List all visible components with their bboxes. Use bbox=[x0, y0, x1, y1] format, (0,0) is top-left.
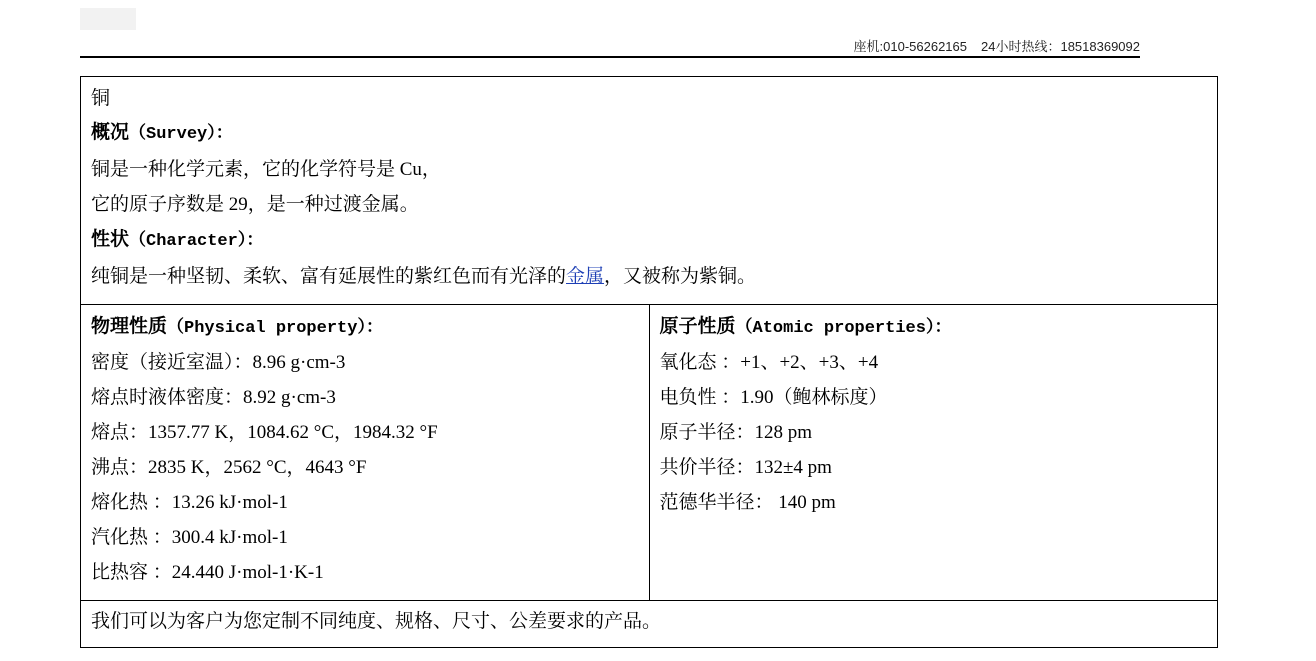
atomic-row: 电负性 ：1.90（鲍林标度） bbox=[659, 387, 888, 408]
contact-info bbox=[854, 36, 1140, 55]
table-row-overview bbox=[81, 77, 1218, 305]
custom-order-cell bbox=[81, 601, 1218, 648]
survey-heading bbox=[91, 115, 1207, 152]
metal-link[interactable]: 金属 bbox=[566, 266, 605, 287]
atomic-heading-en: （Atomic properties）： bbox=[735, 319, 952, 338]
atomic-row: 共价半径：132±4 pm bbox=[659, 457, 832, 478]
survey-line: 它的原子序数是 29，是一种过渡金属。 bbox=[91, 194, 419, 215]
physical-heading-en: （Physical property）： bbox=[167, 319, 383, 338]
header-divider bbox=[80, 56, 1140, 58]
overview-cell bbox=[81, 77, 1218, 305]
character-heading bbox=[91, 222, 1207, 259]
custom-order-note: 我们可以为客户为您定制不同纯度、规格、尺寸、公差要求的产品。 bbox=[91, 611, 662, 632]
physical-row: 沸点：2835 K，2562 °C，4643 °F bbox=[91, 457, 367, 478]
character-text bbox=[91, 259, 1207, 294]
physical-properties-cell bbox=[81, 305, 650, 601]
survey-heading-cn: 概况 bbox=[91, 122, 130, 143]
physical-row: 密度（接近室温）：8.96 g·cm-3 bbox=[91, 352, 346, 373]
atomic-row: 范德华半径： 140 pm bbox=[659, 492, 836, 513]
atomic-heading-cn: 原子性质 bbox=[659, 316, 736, 337]
atomic-row: 原子半径：128 pm bbox=[659, 422, 813, 443]
physical-heading bbox=[91, 311, 639, 345]
survey-heading-en: （Survey）： bbox=[129, 125, 233, 144]
element-title: 铜 bbox=[91, 88, 111, 109]
character-text-after: ，又被称为紫铜。 bbox=[604, 266, 757, 287]
character-text-before: 纯铜是一种坚韧、柔软、富有延展性的紫红色而有光泽的 bbox=[91, 266, 567, 287]
table-row-footer bbox=[81, 601, 1218, 648]
survey-line: 铜是一种化学元素，它的化学符号是 Cu， bbox=[91, 159, 441, 180]
physical-row: 熔化热 ：13.26 kJ·mol-1 bbox=[91, 492, 288, 513]
phone-label: 座机:010-56262165 bbox=[853, 39, 967, 54]
hotline-label: 24小时热线：18518369092 bbox=[981, 39, 1140, 54]
atomic-properties-cell bbox=[649, 305, 1218, 601]
company-logo-placeholder bbox=[80, 8, 136, 30]
atomic-heading bbox=[660, 311, 1208, 345]
physical-heading-cn: 物理性质 bbox=[91, 316, 168, 337]
atomic-row: 氧化态 ：+1、+2、+3、+4 bbox=[659, 352, 879, 373]
physical-row: 比热容 ：24.440 J·mol-1·K-1 bbox=[91, 562, 324, 583]
character-heading-en: （Character）： bbox=[129, 232, 264, 251]
copper-spec-table bbox=[80, 76, 1218, 648]
table-row-properties bbox=[81, 305, 1218, 601]
physical-row: 熔点：1357.77 K，1084.62 °C，1984.32 °F bbox=[91, 422, 438, 443]
physical-row: 熔点时液体密度：8.92 g·cm-3 bbox=[91, 387, 336, 408]
physical-row: 汽化热 ：300.4 kJ·mol-1 bbox=[91, 527, 288, 548]
character-heading-cn: 性状 bbox=[91, 229, 130, 250]
